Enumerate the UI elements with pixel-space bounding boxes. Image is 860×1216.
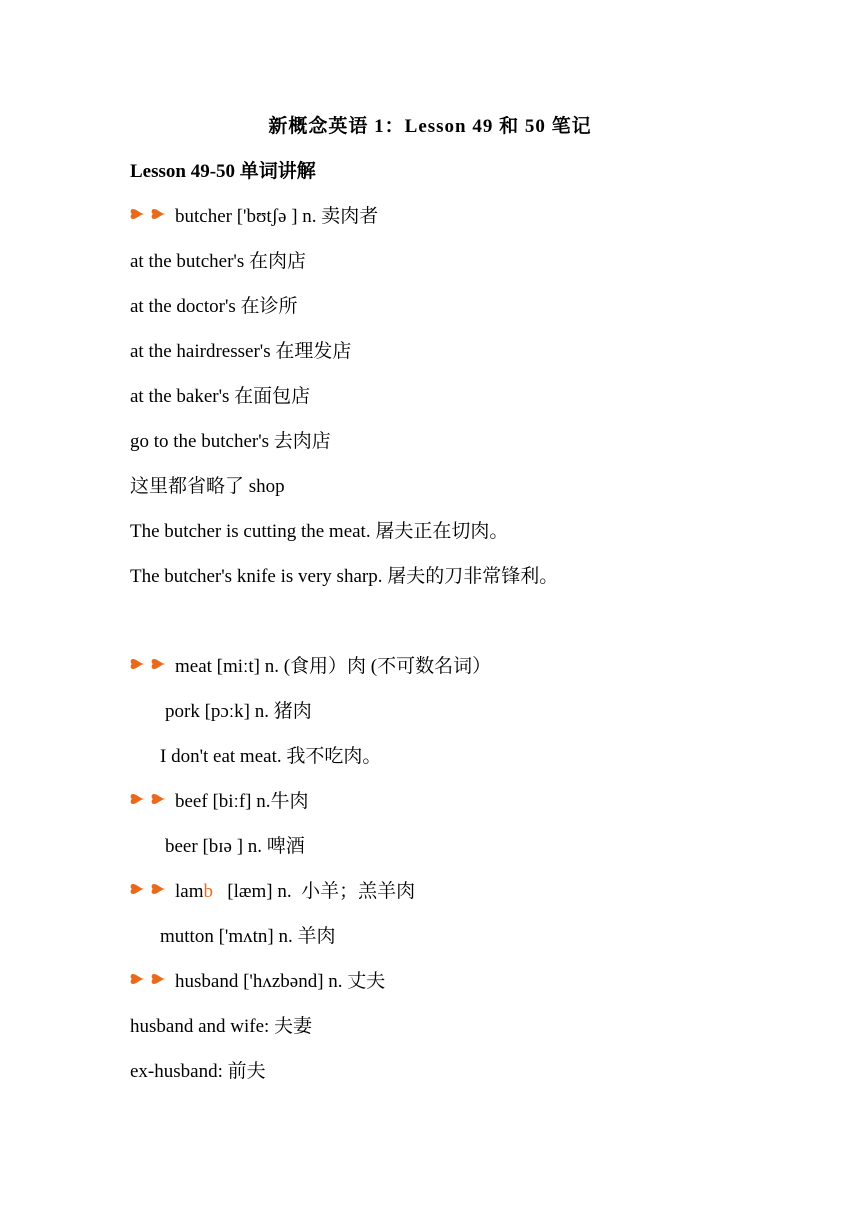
entry-text: butcher ['bʊtʃə ] n. 卖肉者 [175,206,379,227]
example-husband-wife: husband and wife: 夫妻 [130,1016,313,1037]
silent-letter-highlight: b [203,881,213,902]
vocab-entry-lamb [130,879,415,905]
vocab-sub-beer: beer [bɪə ] n. 啤酒 [165,836,305,857]
entry-word-stem: lam [175,881,204,902]
example-dont-eat-meat: I don't eat meat. 我不吃肉。 [160,746,382,767]
example-at-bakers: at the baker's 在面包店 [130,386,311,407]
entry-text: husband ['hʌzbənd] n. 丈夫 [175,971,386,992]
vocab-entry-beef [130,789,308,815]
vocab-entry-husband [130,969,385,995]
entry-text: [læm] n. 小羊；羔羊肉 [213,881,416,902]
double-heart-bullet-icon [130,970,172,990]
example-at-doctors: at the doctor's 在诊所 [130,296,298,317]
example-ex-husband: ex-husband: 前夫 [130,1061,266,1082]
vocab-sub-pork: pork [pɔːk] n. 猪肉 [165,701,312,722]
entry-text: beef [biːf] n.牛肉 [175,791,309,812]
example-at-butchers: at the butcher's 在肉店 [130,251,306,272]
vocab-entry-meat [130,654,491,680]
vocab-entry-butcher [130,204,378,230]
section-heading: Lesson 49-50 单词讲解 [130,161,316,182]
example-at-hairdressers: at the hairdresser's 在理发店 [130,341,352,362]
example-knife-sharp: The butcher's knife is very sharp. 屠夫的刀非常锋利。 [130,566,559,587]
vocab-sub-mutton: mutton ['mʌtn] n. 羊肉 [160,926,336,947]
double-heart-bullet-icon [130,205,172,225]
double-heart-bullet-icon [130,880,172,900]
example-cutting-meat: The butcher is cutting the meat. 屠夫正在切肉。 [130,521,509,542]
entry-text: meat [miːt] n. (食用）肉 (不可数名词） [175,656,492,677]
document-title: 新概念英语 1：Lesson 49 和 50 笔记 [268,116,592,137]
note-omit-shop: 这里都省略了 shop [130,476,285,497]
double-heart-bullet-icon [130,655,172,675]
double-heart-bullet-icon [130,790,172,810]
example-go-butchers: go to the butcher's 去肉店 [130,431,331,452]
